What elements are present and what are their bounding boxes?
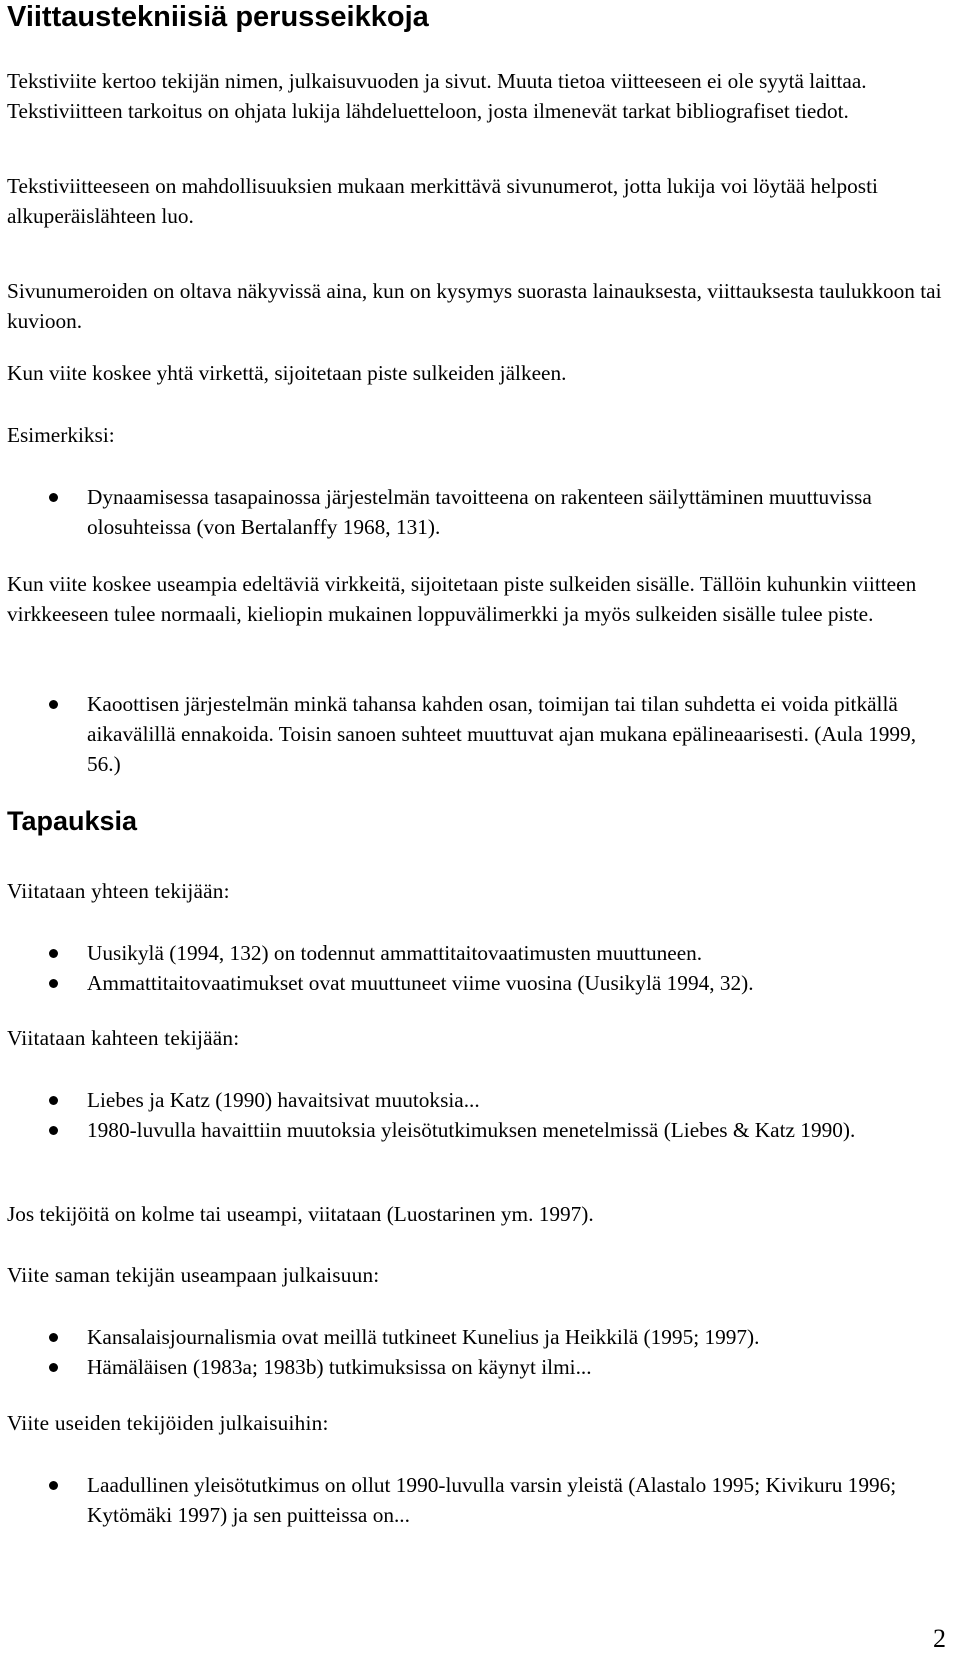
two-authors-list <box>7 1085 942 1145</box>
bullet-icon <box>49 493 58 502</box>
same-author-label: Viite saman tekijän useampaan julkaisuun: <box>7 1263 380 1287</box>
list-item: Uusikylä (1994, 132) on todennut ammattitaitovaatimusten muuttuneen. <box>7 938 942 968</box>
list-item: Hämäläisen (1983a; 1983b) tutkimuksissa on käynyt ilmi... <box>7 1352 942 1382</box>
bullet-icon <box>49 949 58 958</box>
list-item: Liebes ja Katz (1990) havaitsivat muutoksia... <box>7 1085 942 1115</box>
many-authors-label: Viite useiden tekijöiden julkaisuihin: <box>7 1411 329 1435</box>
page-title: Viittaustekniisiä perusseikkoja <box>7 1 429 33</box>
intro-paragraph-3: Sivunumeroiden on oltava näkyvissä aina, kun on kysymys suorasta lainauksesta, viittauksesta taulukkoon tai kuvioon. <box>7 279 942 333</box>
list-item: Laadullinen yleisötutkimus on ollut 1990-luvulla varsin yleistä (Alastalo 1995; Kivikuru 1996; Kytömäki 1997) ja sen puitteissa on... <box>7 1470 942 1530</box>
intro-paragraph-2: Tekstiviitteeseen on mahdollisuuksien mukaan merkittävä sivunumerot, jotta lukija voi löytää helposti alkuperäislähteen luo. <box>7 174 878 228</box>
same-author-list <box>7 1322 942 1382</box>
bullet-icon <box>49 1126 58 1135</box>
bullet-icon <box>49 1363 58 1372</box>
bullet-icon <box>49 1096 58 1105</box>
intro-paragraph-1: Tekstiviite kertoo tekijän nimen, julkaisuvuoden ja sivut. Muuta tietoa viitteeseen ei ole syytä laittaa. Tekstiviitteen tarkoitus on ohjata lukija lähdeluetteloon, josta ilmenevät tarkat bibliografiset tiedot. <box>7 69 867 123</box>
three-or-more-rule: Jos tekijöitä on kolme tai useampi, viitataan (Luostarinen ym. 1997). <box>7 1202 594 1226</box>
multi-sentence-rule: Kun viite koskee useampia edeltäviä virkkeitä, sijoitetaan piste sulkeiden sisälle. Tällöin kuhunkin viitteen virkkeeseen tulee normaali, kieliopin mukainen loppuvälimerkki ja myös sulkeiden sisälle tulee piste. <box>7 572 917 626</box>
bullet-icon <box>49 1333 58 1342</box>
one-author-list <box>7 938 942 998</box>
bullet-icon <box>49 700 58 709</box>
list-item: Kaoottisen järjestelmän minkä tahansa kahden osan, toimijan tai tilan suhdetta ei voida pitkällä aikavälillä ennakoida. Toisin sanoen suhteet muuttuvat ajan mukana epälineaarisesti. (Aula 1999, 56.) <box>7 689 942 779</box>
bullet-icon <box>49 1481 58 1490</box>
page-number: 2 <box>933 1624 946 1653</box>
two-authors-label: Viitataan kahteen tekijään: <box>7 1026 240 1050</box>
list-item: Dynaamisessa tasapainossa järjestelmän tavoitteena on rakenteen säilyttäminen muuttuvissa olosuhteissa (von Bertalanffy 1968, 131). <box>7 482 942 542</box>
intro-paragraph-4: Kun viite koskee yhtä virkettä, sijoitetaan piste sulkeiden jälkeen. <box>7 361 567 385</box>
list-item: Ammattitaitovaatimukset ovat muuttuneet viime vuosina (Uusikylä 1994, 32). <box>7 968 942 998</box>
bullet-icon <box>49 979 58 988</box>
example-label: Esimerkiksi: <box>7 423 115 447</box>
many-authors-list <box>7 1470 942 1530</box>
example-list-1 <box>7 482 942 542</box>
list-item: 1980-luvulla havaittiin muutoksia yleisötutkimuksen menetelmissä (Liebes & Katz 1990). <box>7 1115 942 1145</box>
section-heading: Tapauksia <box>7 806 138 836</box>
one-author-label: Viitataan yhteen tekijään: <box>7 879 230 903</box>
example-list-2 <box>7 689 942 779</box>
list-item: Kansalaisjournalismia ovat meillä tutkineet Kunelius ja Heikkilä (1995; 1997). <box>7 1322 942 1352</box>
